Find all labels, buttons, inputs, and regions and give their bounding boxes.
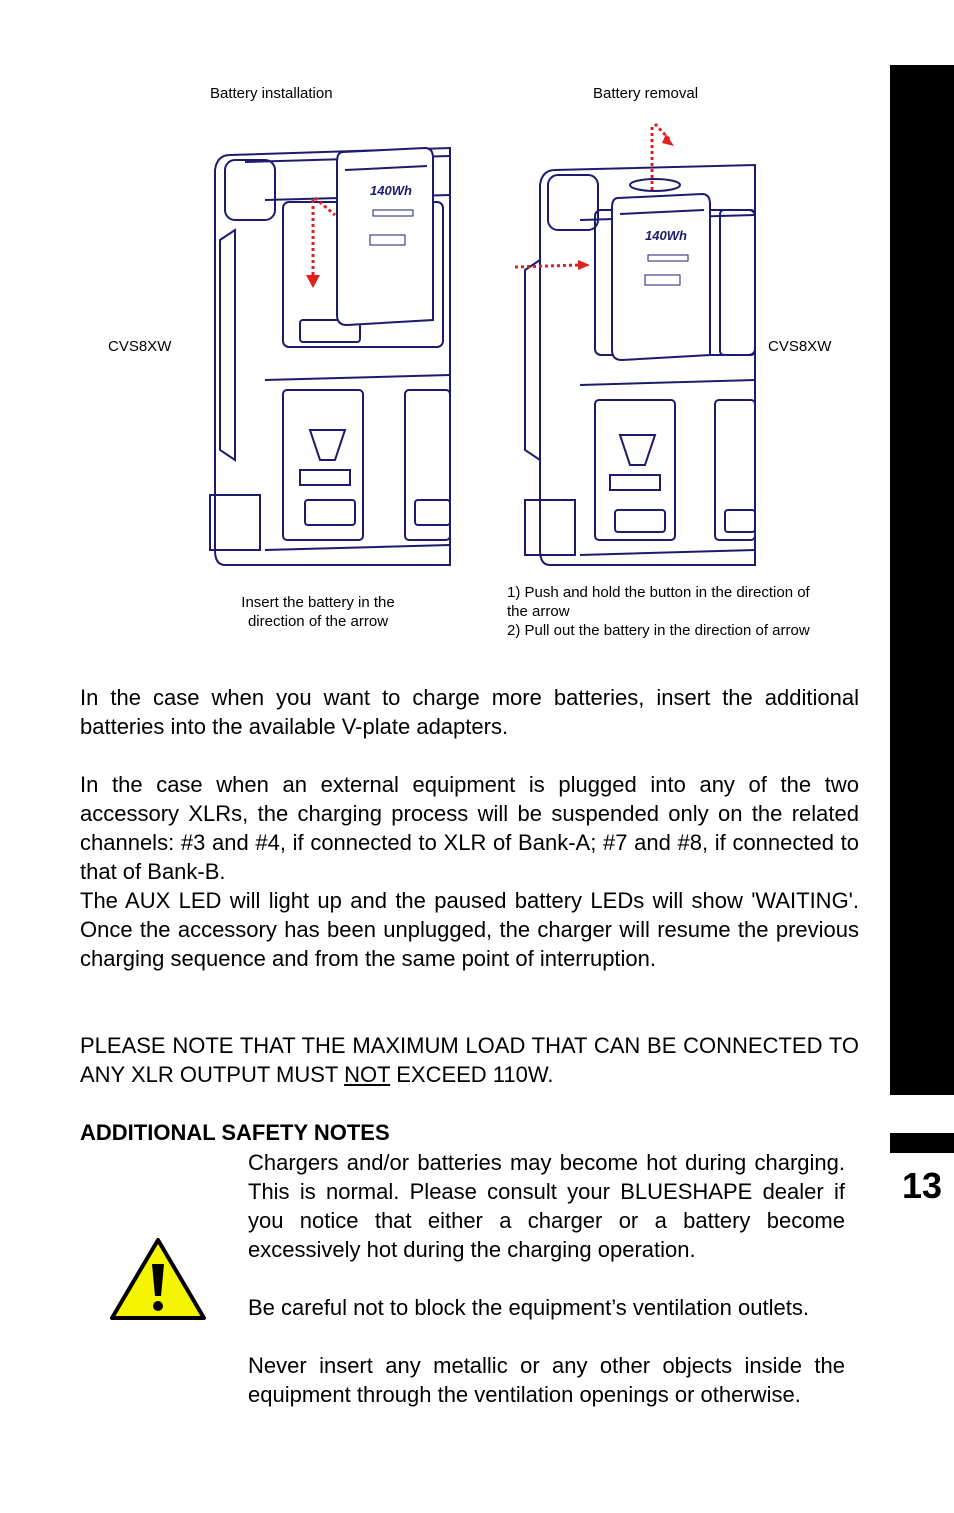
paragraph-accessory-xlr: In the case when an external equipment is plugged into any of the two accessory XLRs, the charging process will be suspended only on the related channels: #3 and #4, if connected to XLR of Bank-A; #7 and #8, if connected to that of Bank-B. [80,772,859,884]
paragraph-aux-led: The AUX LED will light up and the paused battery LEDs will show 'WAITING'. Once the accessory has been unplugged, the charger will resume the previous charging sequence and from the same point of interruption. [80,888,859,971]
figure-right-caption-line1: 1) Push and hold the button in the direction of [507,584,810,601]
battery-installation-drawing [205,140,455,570]
max-load-not-emphasis: NOT [344,1062,391,1087]
battery-removal-drawing [510,110,760,570]
safety-note-hot: Chargers and/or batteries may become hot during charging. This is normal. Please consult your BLUESHAPE dealer if you notice that either a charger or a battery become excessively hot during the charging operation. [248,1150,845,1262]
figure-right-title: Battery removal [593,85,699,102]
figure-right-caption-line3: 2) Pull out the battery in the direction of arrow [507,622,810,639]
max-load-text: PLEASE NOTE THAT THE MAXIMUM LOAD THAT CAN BE CONNECTED TO ANY XLR OUTPUT MUST [80,1033,859,1087]
figure-left-title: Battery installation [210,85,333,102]
safety-heading: ADDITIONAL SAFETY NOTES [80,1120,390,1145]
battery-pack-left [337,148,433,325]
figure-right-caption [507,583,867,640]
figure-left-caption-line2: direction of the arrow [247,613,389,630]
warning-triangle-icon [108,1236,208,1324]
paragraph-more-batteries: In the case when you want to charge more batteries, insert the additional batteries into the available V-plate adapters. [80,685,859,739]
figure-left-caption-line1: Insert the battery in the [241,594,395,611]
insert-direction-arrow [313,198,335,280]
page-number: 13 [901,1165,943,1206]
battery-pack-right [612,179,710,360]
battery-label-right: 140Wh [645,228,687,243]
figure-left-caption [218,593,418,631]
chapter-sidebar-bar [890,65,954,1095]
figure-right-model-label: CVS8XW [768,338,832,355]
figure-right-caption-line2: the arrow [507,603,570,620]
battery-label-left: 140Wh [370,183,412,198]
figure-left-model-label: CVS8XW [108,338,172,355]
safety-note-objects: Never insert any metallic or any other objects inside the equipment through the ventilation openings or otherwise. [248,1353,845,1407]
max-load-text-end: EXCEED 110W. [390,1062,554,1087]
safety-note-ventilation: Be careful not to block the equipment’s ventilation outlets. [248,1295,809,1320]
paragraph-max-load-note [80,1031,859,1089]
page-tab-bar [890,1133,954,1153]
